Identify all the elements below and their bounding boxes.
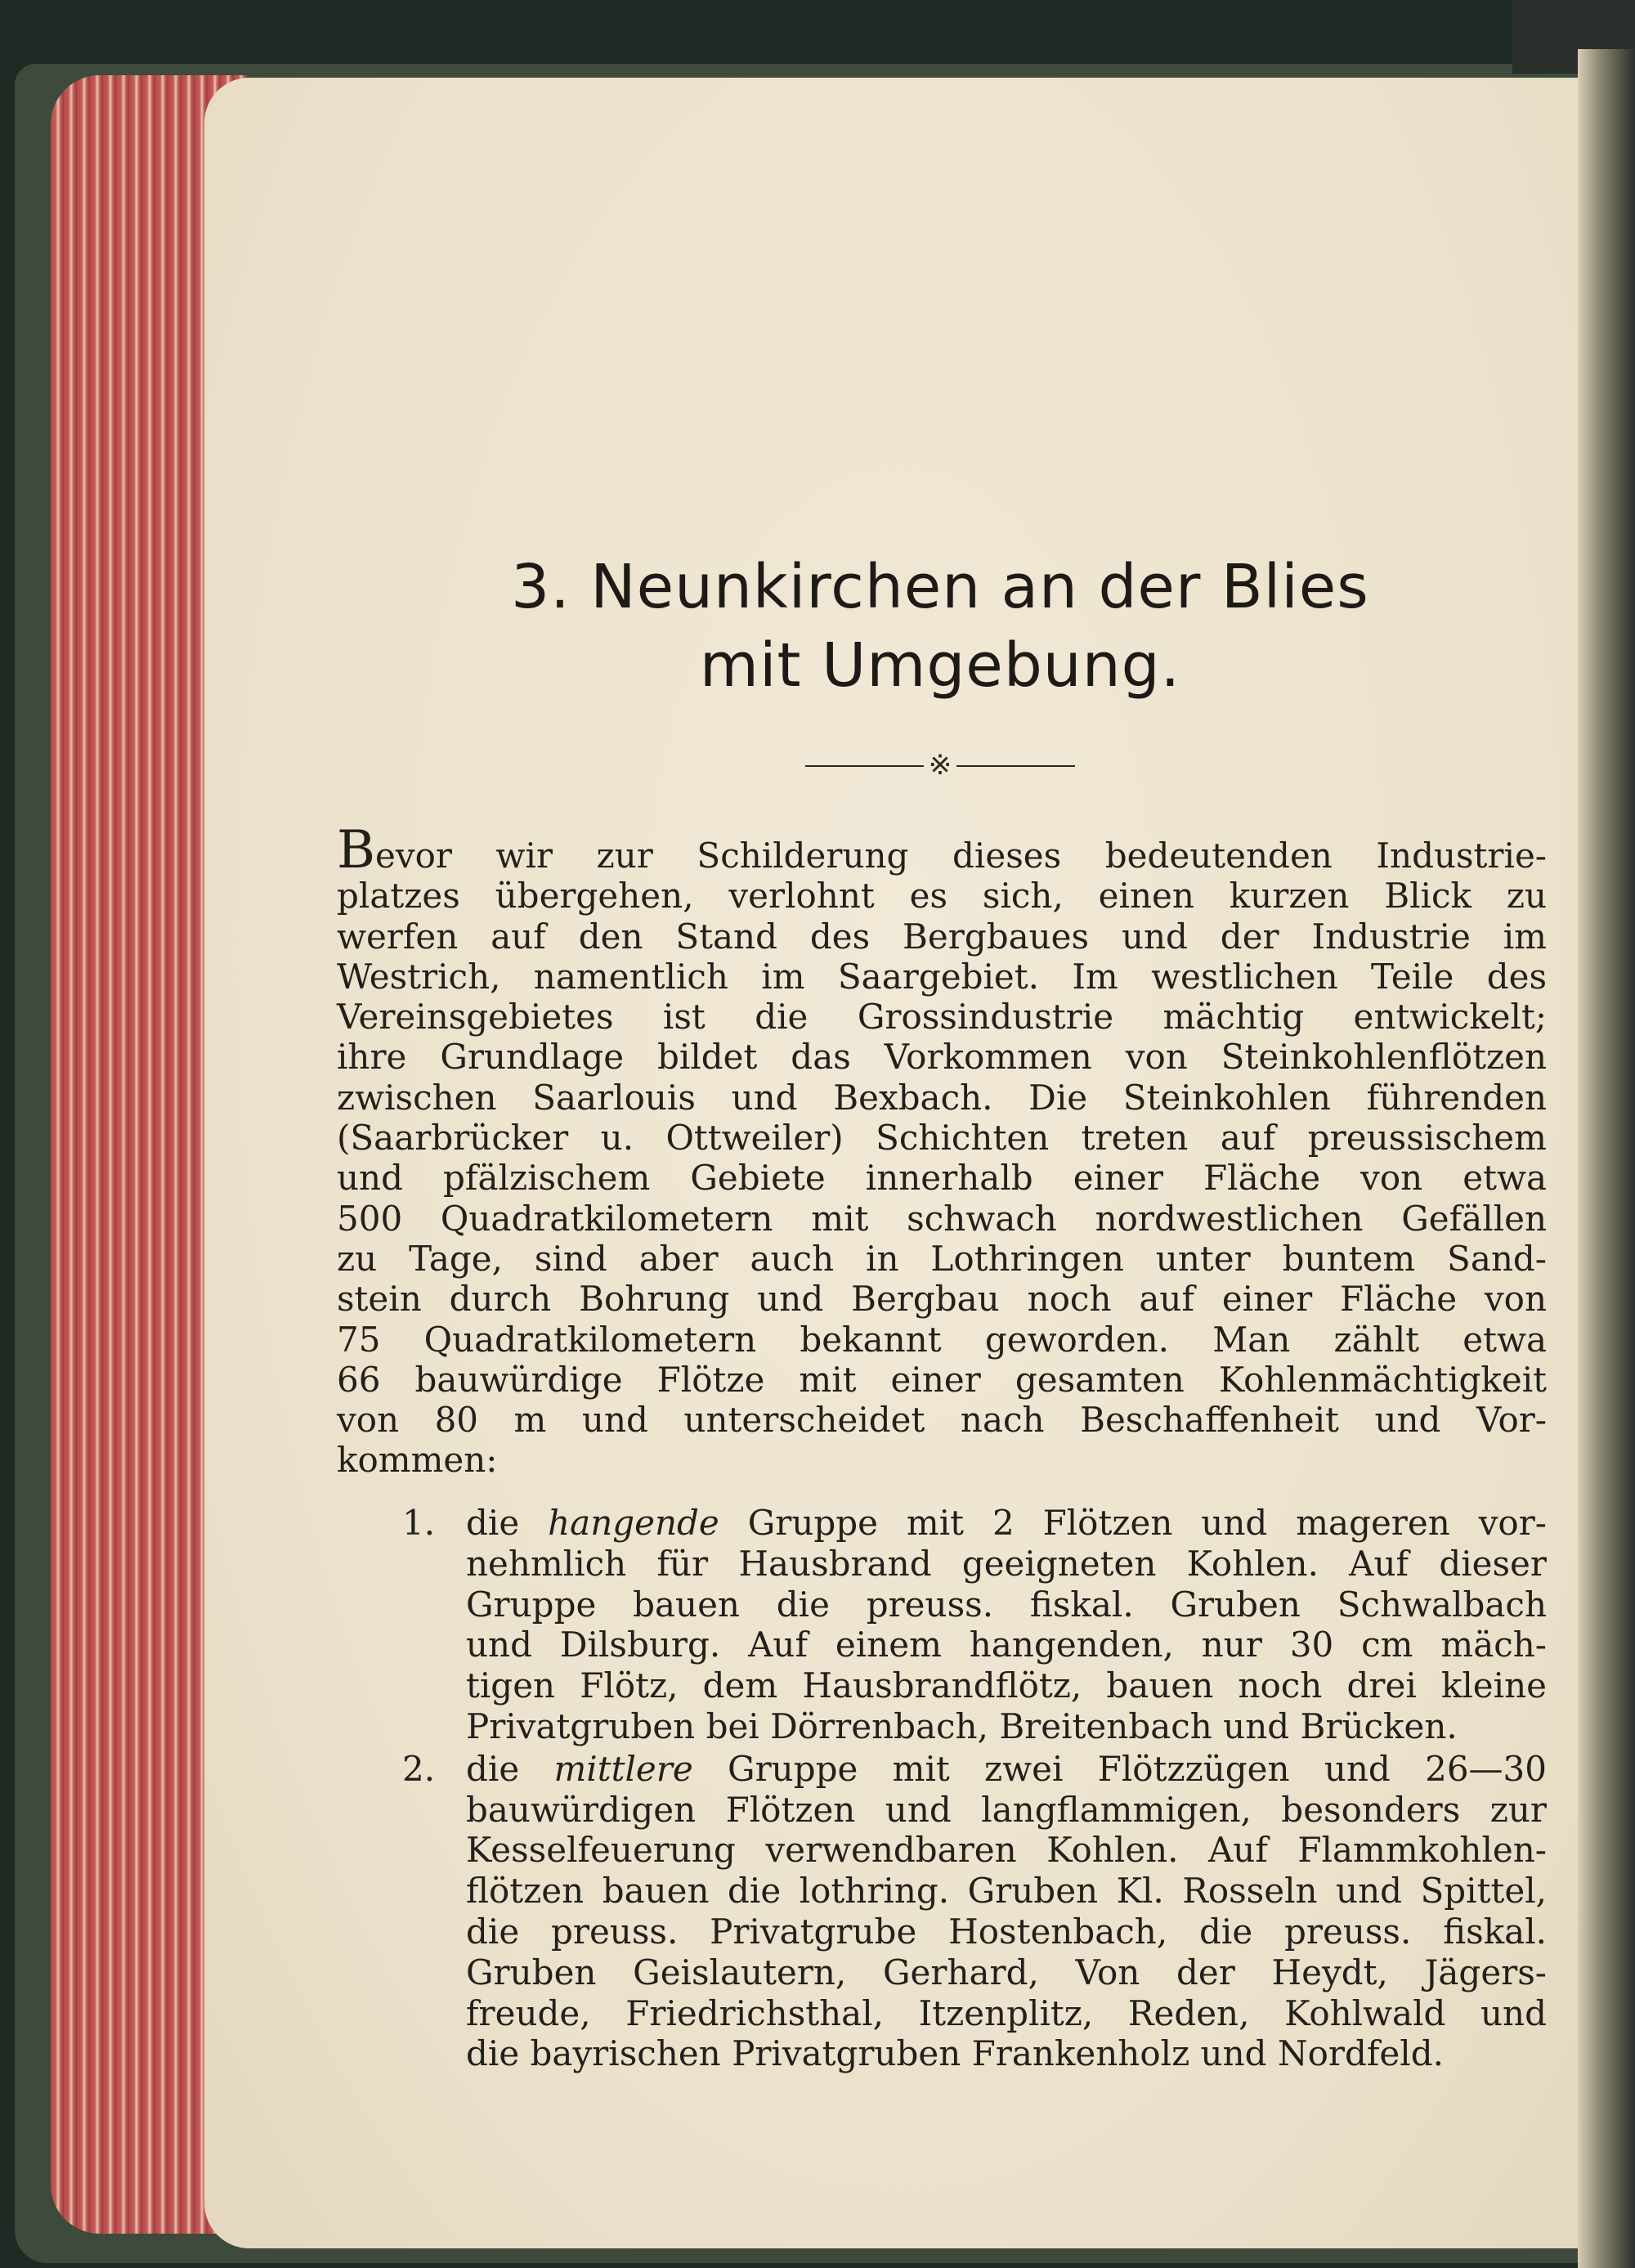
paragraph-line: und pfälzischem Gebiete innerhalb einer Fläche von etwa [337,1158,1547,1199]
list-item-line [466,1749,1547,1790]
paragraph-line: zu Tage, sind aber auch in Lothringen unter buntem Sand- [337,1238,1547,1279]
list-item-emphasis: mittlere [553,1748,693,1789]
list-item-prefix: die [466,1748,520,1789]
list-item-line: flötzen bauen die lothring. Gruben Kl. Rosseln und Spittel, [466,1871,1547,1912]
paragraph-line: zwischen Saarlouis und Bexbach. Die Steinkohlen führenden [337,1077,1547,1118]
list-item-first-rest: Gruppe mit 2 Flötzen und mageren vor- [747,1503,1547,1543]
list-item-number: 2. [402,1748,436,1789]
list-item-line: Privatgruben bei Dörrenbach, Breitenbach und Brücken. [466,1705,1458,1746]
page-gutter [1578,49,1635,2268]
paragraph-line: 75 Quadratkilometern bekannt geworden. Man zählt etwa [337,1319,1547,1360]
list-item-line: Gruben Geislautern, Gerhard, Von der Heydt, Jägers- [466,1952,1547,1992]
paragraph-line: Westrich, namentlich im Saargebiet. Im westlichen Teile des [337,956,1547,997]
section-ornament [805,749,1075,782]
list-item-line: Gruppe bauen die preuss. fiskal. Gruben Schwalbach [466,1584,1547,1625]
ornament-star: ※ [928,749,952,782]
ornament-rule-left [805,765,924,767]
list-item-emphasis: hangende [548,1503,719,1543]
paragraph-line: Vereinsgebietes ist die Grossindustrie mächtig entwickelt; [337,997,1547,1038]
list-item-line: die bayrischen Privatgruben Frankenholz und Nordfeld. [466,2033,1444,2074]
list-item [337,1749,1547,2074]
paragraph-line: ihre Grundlage bildet das Vorkommen von Steinkohlenflötzen [337,1037,1547,1078]
paragraph-line: kommen: [337,1440,498,1481]
list-item-line [466,1503,1547,1544]
list-item-number: 1. [402,1503,436,1543]
paragraph-line: werfen auf den Stand des Bergbaues und der Industrie im [337,916,1547,957]
ornament-rule-right [956,765,1075,767]
list-item-line: nehmlich für Hausbrand geeigneten Kohlen. Auf dieser [466,1543,1547,1584]
drop-cap: B [337,820,376,881]
paragraph-line-text: evor wir zur Schilderung dieses bedeutenden Industrie- [375,836,1547,876]
list-item-line: und Dilsburg. Auf einem hangenden, nur 30 cm mäch- [466,1625,1547,1665]
list-item-line: tigen Flötz, dem Hausbrandflötz, bauen noch drei kleine [466,1665,1547,1706]
list-item-first-rest: Gruppe mit zwei Flötzzügen und 26—30 [728,1748,1547,1789]
paragraph-line: stein durch Bohrung und Bergbau noch auf einer Fläche von [337,1279,1547,1320]
chapter-heading-line-2: mit Umgebung. [699,630,1181,701]
paragraph-line: 500 Quadratkilometern mit schwach nordwestlichen Gefällen [337,1198,1547,1239]
list-item-prefix: die [466,1503,520,1543]
paragraph-line: platzes übergehen, verlohnt es sich, einen kurzen Blick zu [337,876,1547,917]
coal-group-list [337,1503,1547,2076]
list-item-line: Kesselfeuerung verwendbaren Kohlen. Auf Flammkohlen- [466,1830,1547,1871]
list-item-line: bauwürdigen Flötzen und langflammigen, besonders zur [466,1789,1547,1830]
list-item-line: freude, Friedrichsthal, Itzenplitz, Reden, Kohlwald und [466,1992,1547,2033]
intro-paragraph [337,820,1547,1481]
paragraph-line: (Saarbrücker u. Ottweiler) Schichten treten auf preussischem [337,1118,1547,1159]
paragraph-line: 66 bauwürdige Flötze mit einer gesamten Kohlenmächtigkeit [337,1359,1547,1400]
chapter-heading-line-1: 3. Neunkirchen an der Blies [511,552,1369,622]
list-item [337,1503,1547,1747]
paragraph-line: von 80 m und unterscheidet nach Beschaffenheit und Vor- [337,1400,1547,1441]
list-item-line: die preuss. Privatgrube Hostenbach, die preuss. fiskal. [466,1911,1547,1952]
chapter-heading [360,548,1521,705]
paragraph-line [337,820,1547,881]
